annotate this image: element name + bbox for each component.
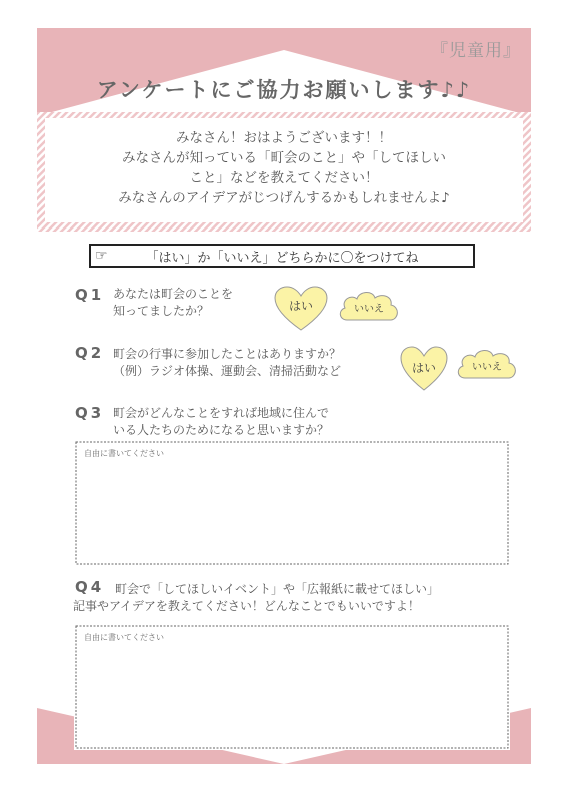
q2-number: Q2 (75, 344, 105, 362)
page-title: アンケートにご協力お願いします♪♪ (96, 78, 472, 102)
q4-placeholder: 自由に書いてください (84, 633, 164, 642)
q2-line: 町会の行事に参加したことはありますか？ (113, 347, 342, 361)
q2-no-cloud[interactable] (455, 346, 519, 386)
q4-number: Q4 (75, 578, 105, 596)
q1-no-cloud[interactable] (337, 288, 401, 328)
intro-line: みなさんが知っている「町会のこと」や「してほしい (122, 150, 446, 166)
q3-answer-box[interactable] (74, 440, 510, 566)
intro-line: こと」などを教えてください！ (189, 170, 379, 186)
q2-line: （例）ラジオ体操、運動会、清掃活動など (113, 364, 342, 378)
q4-line: 町会で「してほしいイベント」や「広報紙に載せてほしい」 (115, 582, 440, 596)
q2-no-label: いいえ (472, 362, 502, 373)
instruction-box (89, 244, 475, 268)
q2-yes-heart[interactable] (399, 346, 449, 392)
q1-line: 知ってましたか？ (113, 304, 210, 318)
q3-line: いる人たちのためになると思いますか？ (113, 423, 330, 437)
grade-label: 『児童用』 (431, 41, 521, 61)
instruction-text: 「はい」か「いいえ」どちらかに〇をつけてね (145, 250, 419, 266)
q3-number: Q3 (75, 404, 105, 422)
intro-text (51, 128, 517, 208)
q1-line: あなたは町会のことを (113, 287, 234, 301)
intro-line: みなさん！おはようございます！！ (176, 130, 392, 146)
q1-yes-label: はい (288, 299, 314, 313)
q3-text (113, 405, 329, 439)
survey-page (37, 28, 531, 764)
q1-yes-heart[interactable] (273, 286, 329, 332)
q2-text (113, 346, 341, 380)
q4-line: 記事やアイデアを教えてください！どんなことでもいいですよ！ (73, 599, 420, 613)
intro-box (37, 112, 531, 228)
q2-yes-label: はい (411, 361, 437, 375)
q3-placeholder: 自由に書いてください (84, 449, 164, 458)
pointing-hand-icon: ☞ (95, 248, 108, 264)
q1-no-label: いいえ (354, 304, 384, 315)
intro-line: みなさんのアイデアがじつげんするかもしれませんよ♪ (118, 190, 450, 206)
q4-answer-box[interactable] (74, 624, 510, 750)
q1-number: Q1 (75, 286, 105, 304)
q3-line: 町会がどんなことをすれば地域に住んで (113, 406, 330, 420)
q1-text (113, 286, 233, 320)
